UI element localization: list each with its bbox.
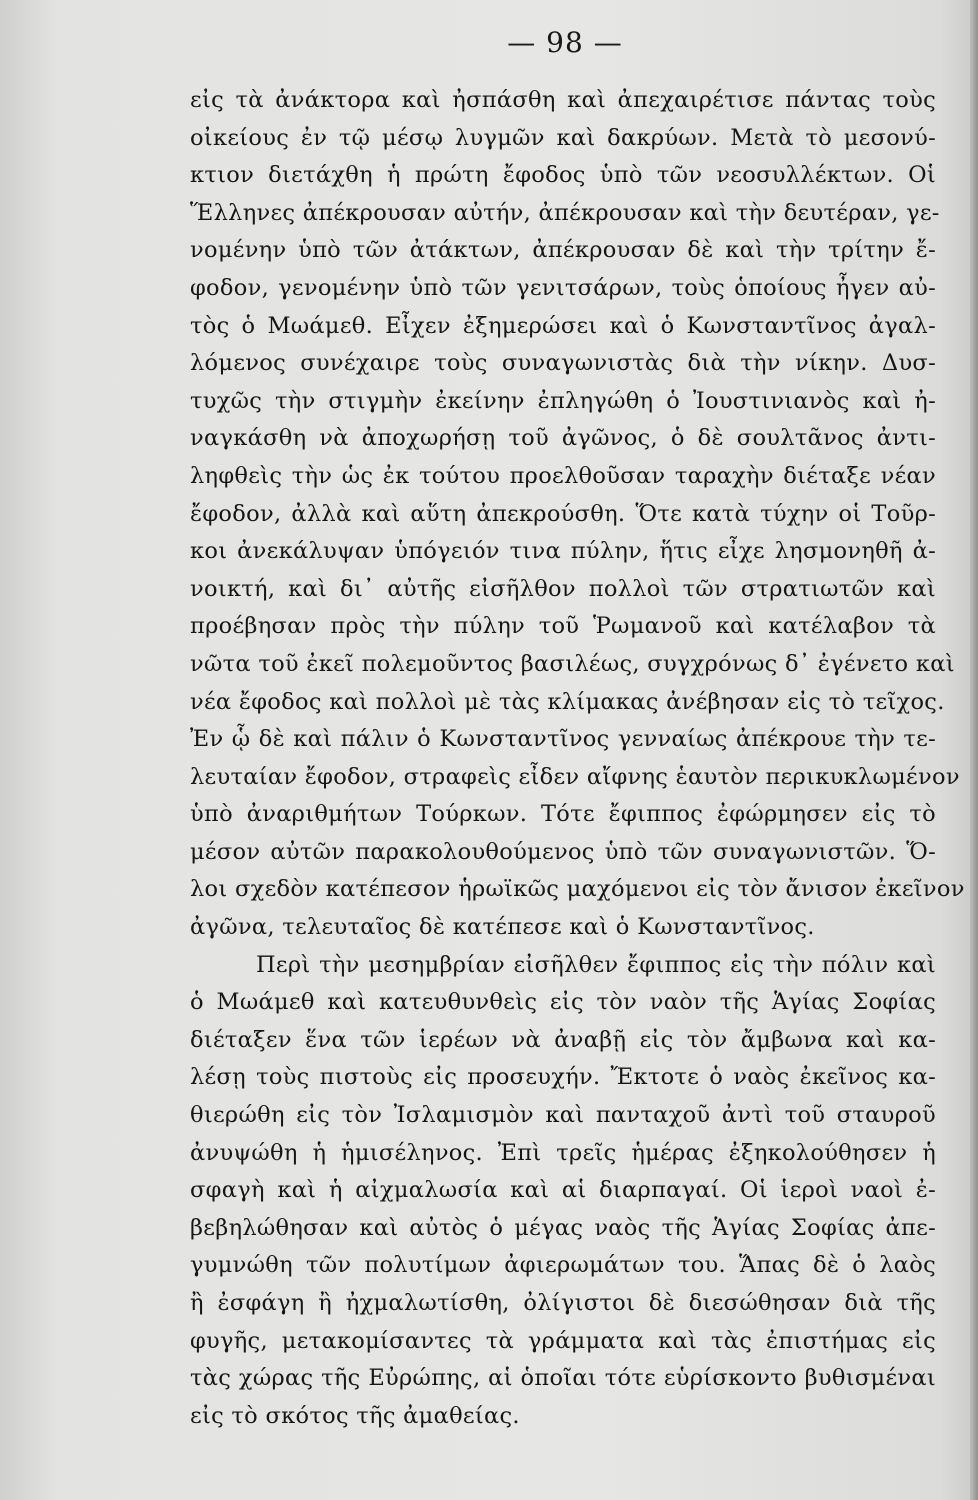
text-line: Ἐν ᾧ δὲ καὶ πάλιν ὁ Κωνσταντῖνος γενναίως ἀπέκρουε τὴν τε- [190,726,936,753]
page-edge-shadow [970,0,978,1500]
text-line: λευταίαν ἔφοδον, στραφεὶς εἶδεν αἴφνης ἑαυτὸν περικυκλωμένον [190,763,960,790]
text-line: ληφθεὶς τὴν ὡς ἐκ τούτου προελθοῦσαν ταραχὴν διέταξε νέαν [190,462,936,489]
text-line: λέσῃ τοὺς πιστοὺς εἰς προσευχήν. Ἔκτοτε ὁ ναὸς ἐκεῖνος κα- [190,1064,936,1091]
text-line: εἰς τὰ ἀνάκτορα καὶ ἠσπάσθη καὶ ἀπεχαιρέτισε πάντας τοὺς [190,87,936,113]
text-line: λόμενος συνέχαιρε τοὺς συναγωνιστὰς διὰ τὴν νίκην. Δυσ- [190,350,936,377]
text-line: φυγῆς, μετακομίσαντες τὰ γράμματα καὶ τὰς ἐπιστήμας εἰς [190,1327,936,1354]
text-line: ἀγῶνα, τελευταῖος δὲ κατέπεσε καὶ ὁ Κωνσταντῖνος. [190,914,815,941]
paragraph-first-line: Περὶ τὴν μεσημβρίαν εἰσῆλθεν ἔφιππος εἰς τὴν πόλιν καὶ [256,951,936,978]
text-line: ἔφοδον, ἀλλὰ καὶ αὕτη ἀπεκρούσθη. Ὅτε κατὰ τύχην οἱ Τοῦρ- [190,500,936,527]
text-line: τὰς χώρας τῆς Εὐρώπης, αἱ ὁποῖαι τότε εὑρίσκοντο βυθισμέναι [190,1365,936,1392]
text-line: ὁ Μωάμεθ καὶ κατευθυνθεὶς εἰς τὸν ναὸν τῆς Ἁγίας Σοφίας [190,989,936,1016]
text-line: τυχῶς τὴν στιγμὴν ἐκείνην ἐπληγώθη ὁ Ἰουστινιανὸς καὶ ἠ- [190,387,936,414]
text-line: ὑπὸ ἀναριθμήτων Τούρκων. Τότε ἔφιππος ἐφώρμησεν εἰς τὸ [190,801,936,828]
text-line: λοι σχεδὸν κατέπεσον ἡρωϊκῶς μαχόμενοι εἰς τὸν ἄνισον ἐκεῖνον [190,876,965,903]
text-line: ἢ ἐσφάγη ἢ ἠχμαλωτίσθη, ὀλίγιστοι δὲ διεσώθησαν διὰ τῆς [190,1290,936,1316]
text-line: νέα ἔφοδος καὶ πολλοὶ μὲ τὰς κλίμακας ἀνέβησαν εἰς τὸ τεῖχος. [190,688,945,715]
text-line: γυμνώθη τῶν πολυτίμων ἀφιερωμάτων του. Ἅπας δὲ ὁ λαὸς [190,1252,936,1279]
text-line: μέσον αὐτῶν παρακολουθούμενος ὑπὸ τῶν συναγωνιστῶν. Ὅ- [190,838,936,865]
text-line: σφαγὴ καὶ ἡ αἰχμαλωσία καὶ αἱ διαρπαγαί. Οἱ ἱεροὶ ναοὶ ἐ- [190,1177,936,1204]
text-line: ἀνυψώθη ἡ ἡμισέληνος. Ἐπὶ τρεῖς ἡμέρας ἐξηκολούθησεν ἡ [190,1139,936,1166]
text-line: νοικτή, καὶ δι᾿ αὐτῆς εἰσῆλθον πολλοὶ τῶν στρατιωτῶν καὶ [190,575,936,602]
page-number: — 98 — [507,26,623,59]
text-line: διέταξεν ἕνα τῶν ἱερέων νὰ ἀναβῇ εἰς τὸν ἄμβωνα καὶ κα- [190,1026,936,1053]
text-line: φοδον, γενομένην ὑπὸ τῶν γενιτσάρων, τοὺς ὁποίους ἦγεν αὐ- [190,274,936,301]
text-line: κοι ἀνεκάλυψαν ὑπόγειόν τινα πύλην, ἥτις εἶχε λησμονηθῆ ἀ- [190,538,936,565]
text-line: νομένην ὑπὸ τῶν ἀτάκτων, ἀπέκρουσαν δὲ καὶ τὴν τρίτην ἔ- [190,237,936,264]
text-line: τὸς ὁ Μωάμεθ. Εἶχεν ἐξημερώσει καὶ ὁ Κωνσταντῖνος ἀγαλ- [190,312,936,339]
text-line: βεβηλώθησαν καὶ αὐτὸς ὁ μέγας ναὸς τῆς Ἁγίας Σοφίας ἀπε- [190,1214,936,1241]
body-text [190,82,965,1435]
text-line: Ἕλληνες ἀπέκρουσαν αὐτήν, ἀπέκρουσαν καὶ τὴν δευτέραν, γε- [190,199,940,226]
text-line: θιερώθη εἰς τὸν Ἰσλαμισμὸν καὶ πανταχοῦ ἀντὶ τοῦ σταυροῦ [190,1102,936,1129]
text-line: ναγκάσθη νὰ ἀποχωρήσῃ τοῦ ἀγῶνος, ὁ δὲ σουλτᾶνος ἀντι- [190,425,936,452]
text-line: νῶτα τοῦ ἐκεῖ πολεμοῦντος βασιλέως, συγχρόνως δ᾿ ἐγένετο καὶ [190,650,955,677]
text-line: κτιον διετάχθη ἡ πρώτη ἔφοδος ὑπὸ τῶν νεοσυλλέκτων. Οἱ [190,162,936,189]
text-line: προέβησαν πρὸς τὴν πύλην τοῦ Ῥωμανοῦ καὶ κατέλαβον τὰ [190,613,936,640]
text-line: οἰκείους ἐν τῷ μέσῳ λυγμῶν καὶ δακρύων. Μετὰ τὸ μεσονύ- [190,124,936,151]
text-line: εἰς τὸ σκότος τῆς ἀμαθείας. [190,1402,520,1429]
